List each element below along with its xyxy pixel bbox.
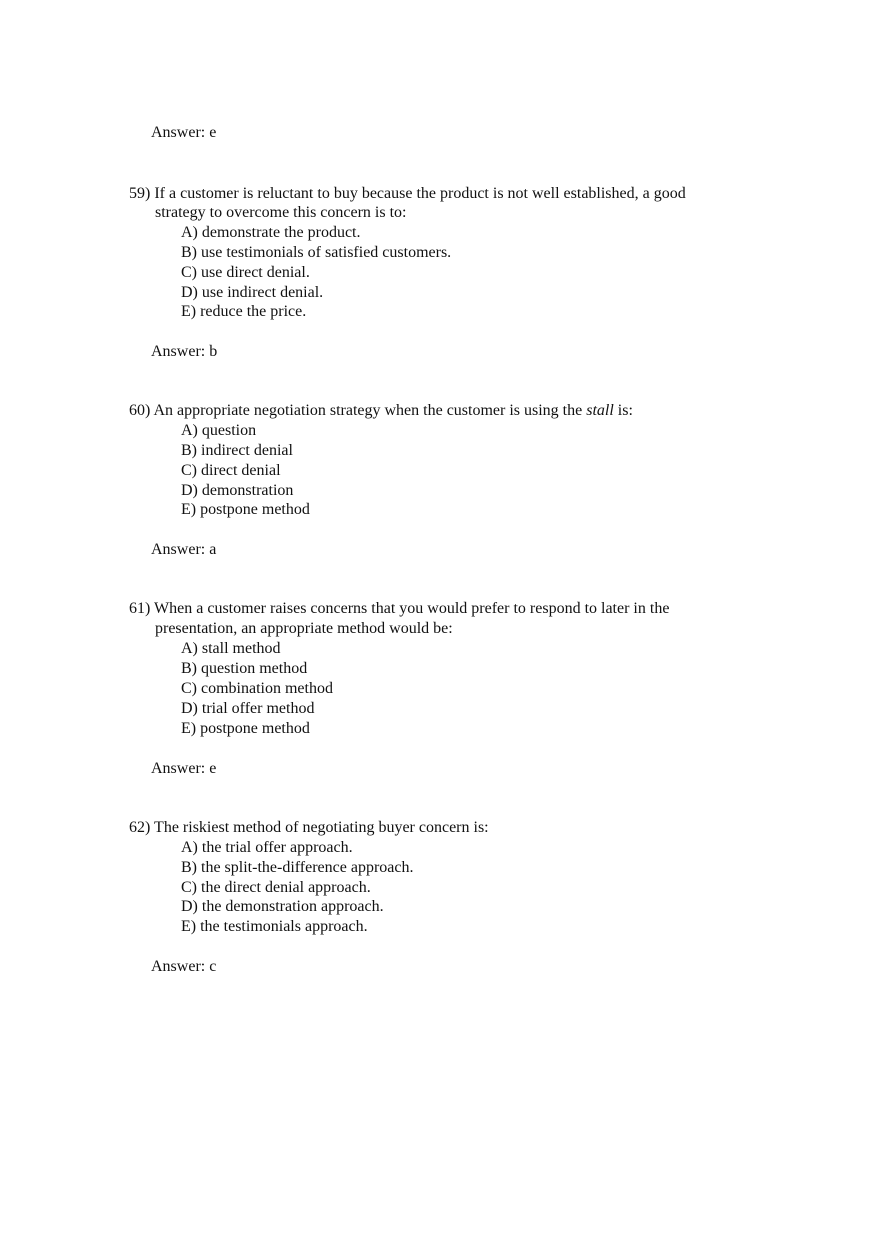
option-d: D) demonstration xyxy=(181,482,294,499)
option-b: B) use testimonials of satisfied customers. xyxy=(181,244,452,261)
question-text: 61) When a customer raises concerns that you would prefer to respond to later in the xyxy=(129,600,670,617)
option-a: A) question xyxy=(181,422,257,439)
option-e: E) postpone method xyxy=(181,501,310,518)
question-text: 59) If a customer is reluctant to buy because the product is not well established, a good xyxy=(129,185,686,202)
option-e: E) the testimonials approach. xyxy=(181,918,368,935)
option-d: D) trial offer method xyxy=(181,700,315,717)
option-c: C) the direct denial approach. xyxy=(181,879,371,896)
answer: Answer: a xyxy=(151,541,217,558)
option-c: C) direct denial xyxy=(181,462,281,479)
option-b: B) indirect denial xyxy=(181,442,293,459)
question-text-continued: strategy to overcome this concern is to: xyxy=(155,204,407,221)
answer: Answer: b xyxy=(151,343,218,360)
option-a: A) the trial offer approach. xyxy=(181,839,353,856)
question-text xyxy=(129,401,633,421)
option-b: B) the split-the-difference approach. xyxy=(181,859,414,876)
question-text-continued: presentation, an appropriate method would be: xyxy=(155,620,453,637)
answer: Answer: c xyxy=(151,958,217,975)
answer-58: Answer: e xyxy=(151,124,217,141)
option-c: C) combination method xyxy=(181,680,333,697)
option-d: D) use indirect denial. xyxy=(181,284,324,301)
option-a: A) stall method xyxy=(181,640,281,657)
option-c: C) use direct denial. xyxy=(181,264,310,281)
option-a: A) demonstrate the product. xyxy=(181,224,361,241)
emphasized-term: stall xyxy=(586,402,614,419)
question-text-part: is: xyxy=(613,402,633,419)
question-text-part: 60) An appropriate negotiation strategy when the customer is using the xyxy=(129,402,587,419)
option-e: E) postpone method xyxy=(181,720,310,737)
option-d: D) the demonstration approach. xyxy=(181,898,384,915)
question-text: 62) The riskiest method of negotiating buyer concern is: xyxy=(129,819,489,836)
option-e: E) reduce the price. xyxy=(181,303,307,320)
answer: Answer: e xyxy=(151,760,217,777)
option-b: B) question method xyxy=(181,660,308,677)
